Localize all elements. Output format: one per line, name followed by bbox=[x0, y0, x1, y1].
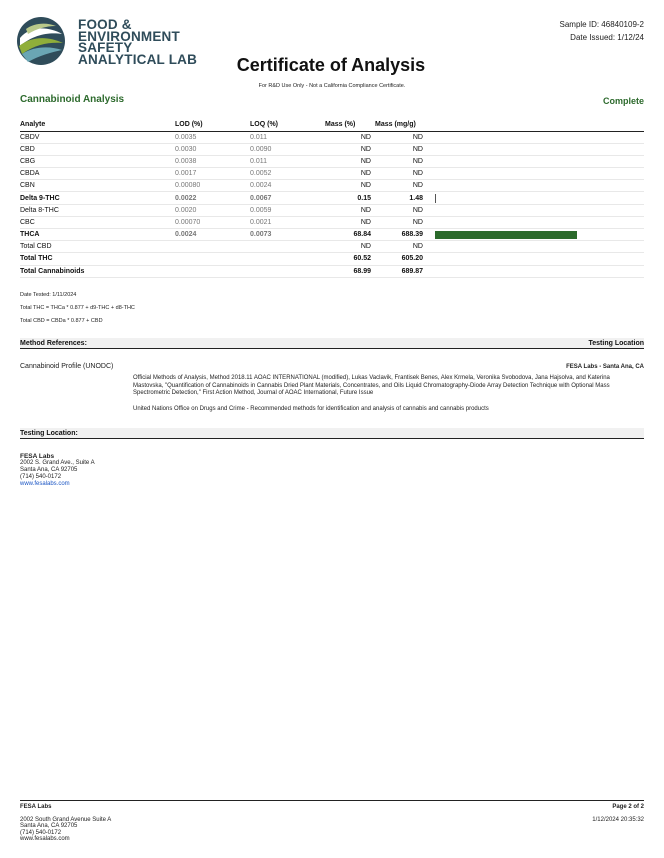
loq-cell: 0.011 bbox=[250, 155, 325, 167]
analyte-cell: CBN bbox=[20, 180, 175, 192]
loq-cell: 0.0090 bbox=[250, 143, 325, 155]
mass-pct-cell: ND bbox=[325, 143, 375, 155]
column-header-mass-mg: Mass (mg/g) bbox=[375, 119, 427, 131]
footer-phone: (714) 540-0172 bbox=[20, 829, 62, 836]
analyte-cell: THCA bbox=[20, 229, 175, 241]
mass-pct-cell: ND bbox=[325, 168, 375, 180]
bar-cell bbox=[427, 143, 644, 155]
mass-pct-cell: 0.15 bbox=[325, 192, 375, 204]
analyte-cell: CBG bbox=[20, 155, 175, 167]
loq-cell: 0.0073 bbox=[250, 229, 325, 241]
bar-cell bbox=[427, 131, 644, 143]
page-title bbox=[0, 51, 664, 76]
testing-location-block bbox=[20, 453, 95, 488]
method-name: Cannabinoid Profile (UNODC) bbox=[20, 363, 114, 370]
status-badge: Complete bbox=[602, 96, 644, 106]
sample-id: Sample ID: 46840109-2 bbox=[559, 20, 644, 29]
table-row bbox=[20, 168, 644, 180]
lod-cell bbox=[175, 265, 250, 277]
results-table bbox=[20, 119, 644, 278]
table-header-row bbox=[20, 119, 644, 131]
analyte-cell: Delta 9-THC bbox=[20, 192, 175, 204]
column-header-bar bbox=[427, 119, 644, 131]
bar-cell bbox=[427, 155, 644, 167]
total-cbd-formula: Total CBD = CBDa * 0.877 + CBD bbox=[20, 318, 103, 324]
table-row bbox=[20, 131, 644, 143]
mass-pct-cell: ND bbox=[325, 216, 375, 228]
mass-mg-cell: 605.20 bbox=[375, 253, 427, 265]
table-row bbox=[20, 216, 644, 228]
total-row bbox=[20, 265, 644, 277]
table-row bbox=[20, 180, 644, 192]
column-header-mass-pct: Mass (%) bbox=[325, 119, 375, 131]
table-row bbox=[20, 204, 644, 216]
section-title: Cannabinoid Analysis bbox=[20, 94, 125, 105]
logo-line: ENVIRONMENT bbox=[78, 28, 180, 44]
analyte-cell: Total Cannabinoids bbox=[20, 265, 175, 277]
lod-cell: 0.0024 bbox=[175, 229, 250, 241]
analyte-cell: CBDV bbox=[20, 131, 175, 143]
bar-cell bbox=[427, 192, 644, 204]
mass-pct-cell: 68.99 bbox=[325, 265, 375, 277]
analyte-cell: CBD bbox=[20, 143, 175, 155]
bar-cell bbox=[427, 216, 644, 228]
testing-location-heading: Testing Location bbox=[588, 340, 644, 347]
analyte-cell: Total CBD bbox=[20, 241, 175, 253]
mass-pct-cell: ND bbox=[325, 204, 375, 216]
logo-line: SAFETY bbox=[78, 40, 133, 55]
method-description-secondary: United Nations Office on Drugs and Crime - Recommended methods for identification and analysis of cannabis and cannabis products bbox=[133, 406, 489, 412]
mass-mg-cell: 1.48 bbox=[375, 192, 427, 204]
analyte-cell: CBDA bbox=[20, 168, 175, 180]
total-row bbox=[20, 241, 644, 253]
loq-cell: 0.0021 bbox=[250, 216, 325, 228]
mass-mg-cell: 689.87 bbox=[375, 265, 427, 277]
method-lab: FESA Labs - Santa Ana, CA bbox=[566, 364, 644, 370]
bar-cell bbox=[427, 204, 644, 216]
lod-cell bbox=[175, 253, 250, 265]
loq-cell: 0.0052 bbox=[250, 168, 325, 180]
mass-mg-cell: ND bbox=[375, 216, 427, 228]
column-header-lod: LOD (%) bbox=[175, 119, 250, 131]
loq-cell bbox=[250, 265, 325, 277]
mass-pct-cell: 60.52 bbox=[325, 253, 375, 265]
lod-cell: 0.0038 bbox=[175, 155, 250, 167]
mass-mg-cell: 688.39 bbox=[375, 229, 427, 241]
loq-cell: 0.0024 bbox=[250, 180, 325, 192]
lod-cell bbox=[175, 241, 250, 253]
loq-cell bbox=[250, 253, 325, 265]
location-name: FESA Labs bbox=[20, 453, 55, 460]
lod-cell: 0.00070 bbox=[175, 216, 250, 228]
analyte-cell: CBC bbox=[20, 216, 175, 228]
mass-mg-cell: ND bbox=[375, 155, 427, 167]
footer-website: www.fesalabs.com bbox=[20, 836, 70, 843]
mass-mg-cell: ND bbox=[375, 180, 427, 192]
lod-cell: 0.0022 bbox=[175, 192, 250, 204]
analyte-cell: Total THC bbox=[20, 253, 175, 265]
method-references-heading: Method References: bbox=[20, 340, 87, 347]
bar-cell bbox=[427, 229, 644, 241]
table-body bbox=[20, 131, 644, 277]
bar-cell bbox=[427, 180, 644, 192]
location-address-2: Santa Ana, CA 92705 bbox=[20, 467, 78, 473]
page-title-text: Certificate of Analysis bbox=[236, 55, 426, 75]
method-description: Official Methods of Analysis, Method 2018.11 AOAC INTERNATIONAL (modified), Lukas Vaclavik, Frantisek Benes, Alex Krmela, Veronika Svobodova, Jana Hajsolva, and Katerina Mastovska, "Quantification of Cannabinoids in Cannabis Dried Plant Materials, Concentrates, and Oils Liquid Chromatography-Diode Array Detection Technique with Optional Mass Spectrometric Detection," First Action Method, Journal of AOAC International, Future Issue bbox=[133, 375, 610, 396]
date-issued: Date Issued: 1/12/24 bbox=[570, 33, 644, 42]
table-row bbox=[20, 229, 644, 241]
mass-pct-cell: ND bbox=[325, 241, 375, 253]
footer-timestamp: 1/12/2024 20:35:32 bbox=[592, 816, 644, 823]
loq-cell bbox=[250, 241, 325, 253]
bar-cell bbox=[427, 265, 644, 277]
mass-mg-cell: ND bbox=[375, 168, 427, 180]
mass-pct-cell: ND bbox=[325, 131, 375, 143]
table-row bbox=[20, 192, 644, 204]
mass-pct-cell: 68.84 bbox=[325, 229, 375, 241]
mass-mg-cell: ND bbox=[375, 241, 427, 253]
testing-location-band-heading: Testing Location: bbox=[20, 430, 78, 437]
column-header-analyte: Analyte bbox=[20, 119, 175, 131]
mass-pct-cell: ND bbox=[325, 180, 375, 192]
bar-cell bbox=[427, 168, 644, 180]
mass-bar bbox=[435, 194, 436, 203]
logo-line: ANALYTICAL LAB bbox=[78, 51, 198, 67]
analyte-cell: Delta 8-THC bbox=[20, 204, 175, 216]
footer-right bbox=[592, 804, 644, 823]
loq-cell: 0.0059 bbox=[250, 204, 325, 216]
location-website-link[interactable]: www.fesalabs.com bbox=[20, 481, 70, 487]
footer-divider bbox=[20, 800, 644, 801]
lod-cell: 0.00080 bbox=[175, 180, 250, 192]
lod-cell: 0.0017 bbox=[175, 168, 250, 180]
total-thc-formula: Total THC = THCa * 0.877 + d9-THC + d8-THC bbox=[20, 305, 135, 311]
method-references-band bbox=[20, 338, 644, 349]
mass-bar bbox=[435, 231, 577, 239]
date-tested: Date Tested: 1/11/2024 bbox=[20, 292, 77, 298]
logo-line: FOOD & bbox=[78, 17, 132, 32]
mass-mg-cell: ND bbox=[375, 143, 427, 155]
column-header-loq: LOQ (%) bbox=[250, 119, 325, 131]
page-number: Page 2 of 2 bbox=[612, 804, 644, 810]
bar-cell bbox=[427, 241, 644, 253]
footer-left bbox=[20, 804, 111, 843]
total-row bbox=[20, 253, 644, 265]
page-subtitle-text: For R&D Use Only - Not a California Compliance Certificate. bbox=[258, 83, 406, 89]
bar-cell bbox=[427, 253, 644, 265]
lod-cell: 0.0020 bbox=[175, 204, 250, 216]
lod-cell: 0.0030 bbox=[175, 143, 250, 155]
page-subtitle bbox=[0, 83, 664, 89]
mass-mg-cell: ND bbox=[375, 204, 427, 216]
loq-cell: 0.011 bbox=[250, 131, 325, 143]
location-address-1: 2002 S. Grand Ave., Suite A bbox=[20, 460, 95, 466]
location-phone: (714) 540-0172 bbox=[20, 474, 62, 480]
footer-address-2: Santa Ana, CA 92705 bbox=[20, 823, 78, 830]
lod-cell: 0.0035 bbox=[175, 131, 250, 143]
footer-lab-name: FESA Labs bbox=[20, 804, 52, 810]
footer-address-1: 2002 South Grand Avenue Suite A bbox=[20, 816, 112, 823]
testing-location-band bbox=[20, 428, 644, 439]
mass-mg-cell: ND bbox=[375, 131, 427, 143]
table-row bbox=[20, 143, 644, 155]
loq-cell: 0.0067 bbox=[250, 192, 325, 204]
table-row bbox=[20, 155, 644, 167]
mass-pct-cell: ND bbox=[325, 155, 375, 167]
